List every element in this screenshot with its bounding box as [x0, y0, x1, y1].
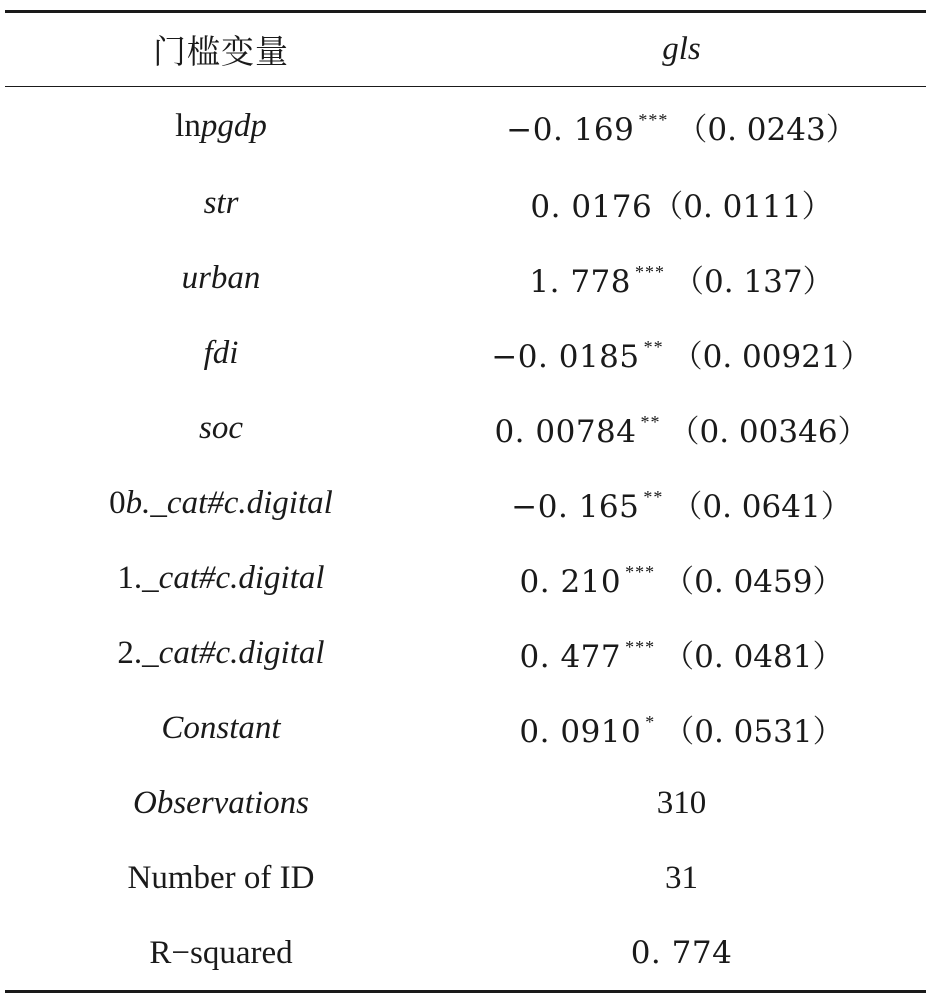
- table-row: [5, 241, 926, 316]
- coefficient-cell: [437, 466, 926, 541]
- coefficient-cell: [437, 166, 926, 241]
- standard-error: （0. 0459）: [663, 564, 844, 600]
- coefficient: −0. 0185: [491, 339, 640, 375]
- coefficient-cell: [437, 541, 926, 616]
- significance-stars: *: [645, 712, 656, 732]
- table-row: [5, 691, 926, 766]
- stats-row-number-of-id: [5, 841, 926, 916]
- coefficient-cell: [437, 391, 926, 466]
- coefficient: 0. 00784: [494, 414, 637, 450]
- results-body: [5, 87, 926, 990]
- table-row: [5, 87, 926, 166]
- significance-stars: **: [640, 412, 661, 432]
- standard-error: （0. 00921）: [671, 339, 872, 375]
- regression-table: [5, 10, 926, 993]
- variable-name: Constant: [161, 710, 281, 746]
- header-row: [5, 13, 926, 86]
- table-row: [5, 616, 926, 691]
- standard-error: （0. 0481）: [663, 639, 844, 675]
- coefficient-cell: [437, 616, 926, 691]
- coefficient-cell: [437, 316, 926, 391]
- number-of-id-value: 31: [665, 860, 698, 896]
- standard-error: （0. 0531）: [663, 714, 844, 750]
- variable-name: str: [203, 185, 239, 221]
- table-row: [5, 316, 926, 391]
- standard-error: （0. 0243）: [676, 112, 857, 148]
- coefficient: −0. 165: [511, 489, 640, 525]
- number-of-id-label: Number of ID: [127, 860, 315, 896]
- variable-name: 0b._cat#c.digital: [109, 485, 333, 521]
- value-column-header: gls: [662, 31, 701, 67]
- observations-label: Observations: [133, 785, 309, 821]
- stats-row-observations: [5, 766, 926, 841]
- significance-stars: **: [643, 337, 664, 357]
- variable-name: lnpgdp: [175, 108, 267, 144]
- coefficient: 0. 0910: [519, 714, 642, 750]
- standard-error: （0. 0111）: [652, 189, 833, 225]
- table-row: [5, 541, 926, 616]
- standard-error: （0. 0641）: [671, 489, 852, 525]
- r-squared-label: R−squared: [149, 934, 293, 971]
- variable-name: urban: [181, 260, 261, 296]
- coefficient-cell: [437, 241, 926, 316]
- table-row: [5, 166, 926, 241]
- variable-column-header: 门槛变量: [153, 32, 289, 71]
- significance-stars: ***: [625, 562, 656, 582]
- variable-name: 1._cat#c.digital: [117, 560, 325, 596]
- r-squared-value: 0. 774: [630, 934, 733, 971]
- variable-name: soc: [199, 410, 243, 446]
- standard-error: （0. 00346）: [668, 414, 869, 450]
- significance-stars: **: [643, 487, 664, 507]
- observations-value: 310: [656, 785, 707, 821]
- standard-error: （0. 137）: [673, 264, 834, 300]
- variable-name: fdi: [203, 335, 239, 371]
- coefficient-cell: [437, 691, 926, 766]
- coefficient: 0. 210: [519, 564, 622, 600]
- coefficient: 0. 477: [519, 639, 622, 675]
- significance-stars: ***: [638, 110, 669, 130]
- stats-row-r-squared: [5, 916, 926, 990]
- table-row: [5, 466, 926, 541]
- significance-stars: ***: [625, 637, 656, 657]
- coefficient: 1. 778: [529, 264, 631, 300]
- table-row: [5, 391, 926, 466]
- variable-name: 2._cat#c.digital: [117, 635, 325, 671]
- results-table: [5, 13, 926, 86]
- significance-stars: ***: [635, 262, 665, 282]
- coefficient: 0. 0176: [530, 189, 653, 225]
- coefficient: −0. 169: [506, 112, 635, 148]
- coefficient-cell: [437, 87, 926, 166]
